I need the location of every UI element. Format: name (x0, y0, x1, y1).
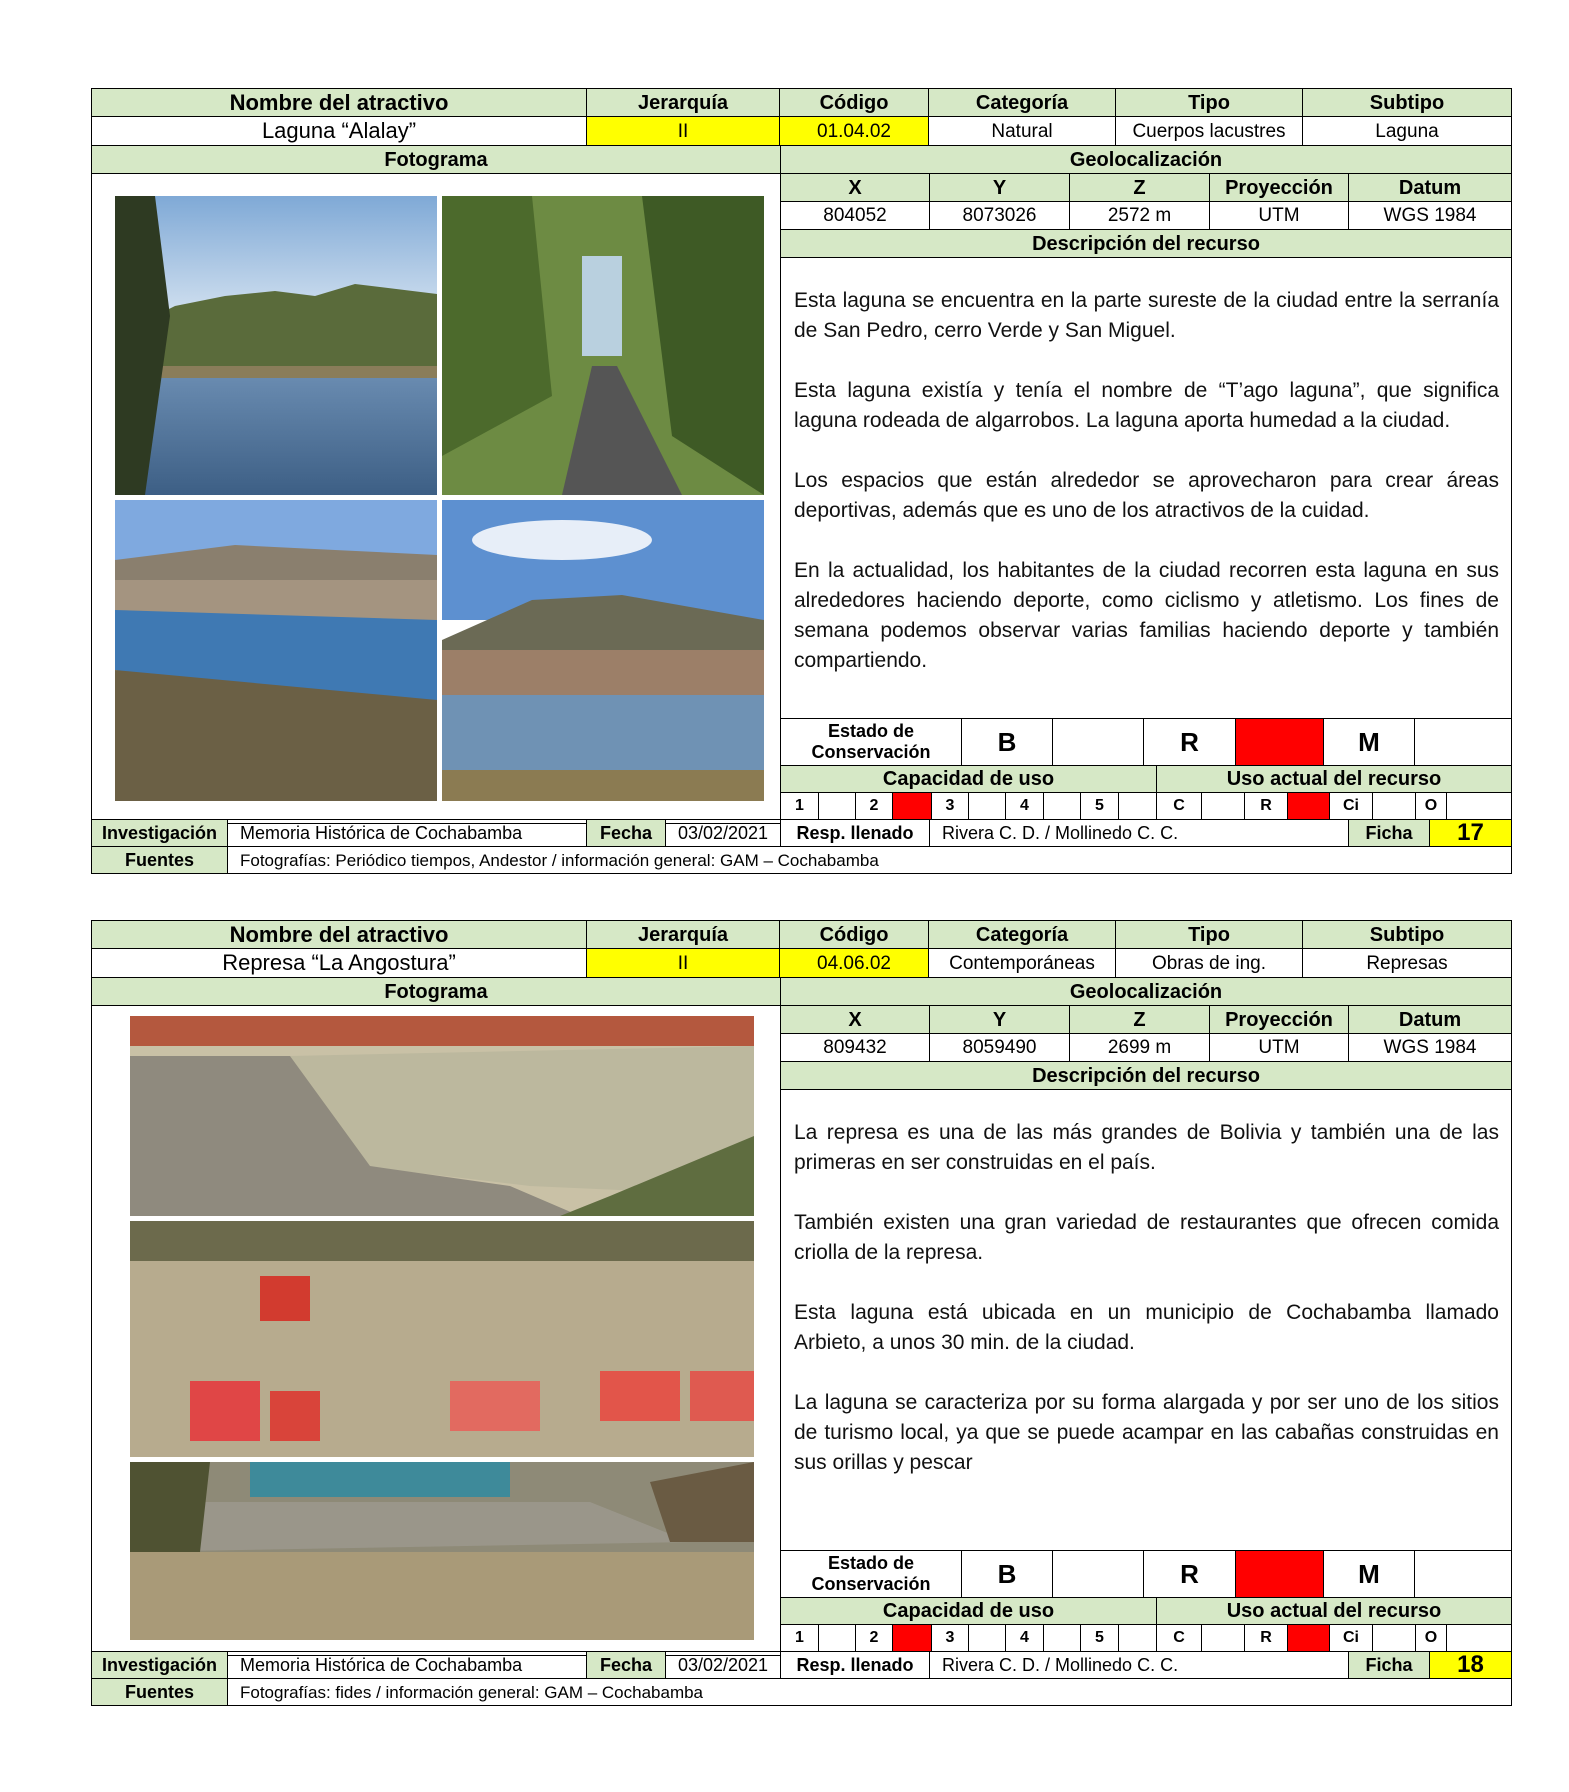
uso-o: O (1415, 1624, 1447, 1652)
cap-1: 1 (780, 1624, 819, 1652)
categoria-value: Contemporáneas (928, 948, 1116, 978)
jerarquia-header: Jerarquía (586, 88, 780, 117)
nombre-value: Laguna “Alalay” (91, 116, 587, 146)
ficha-label: Ficha (1348, 1651, 1430, 1679)
geolocalizacion-header: Geolocalización (780, 145, 1512, 174)
ficha-number: 18 (1429, 1651, 1512, 1679)
resp-label: Resp. llenado (780, 1651, 930, 1679)
photo-lake-reflection (115, 196, 437, 495)
uso-ci: Ci (1329, 1624, 1373, 1652)
uso-ci-mark (1372, 1624, 1416, 1652)
uso-actual-header: Uso actual del recurso (1156, 765, 1512, 793)
categoria-header: Categoría (928, 920, 1116, 949)
y-header: Y (929, 173, 1070, 202)
photo-reservoir-shore (130, 1016, 754, 1216)
jerarquia-header: Jerarquía (586, 920, 780, 949)
resp-value: Rivera C. D. / Mollinedo C. C. (929, 819, 1349, 847)
nombre-header: Nombre del atractivo (91, 920, 587, 949)
estado-b: B (961, 1550, 1053, 1598)
estado-b: B (961, 718, 1053, 766)
uso-r-mark (1287, 1624, 1330, 1652)
capacidad-header: Capacidad de uso (780, 1597, 1157, 1625)
fotograma-header: Fotograma (91, 977, 781, 1006)
cap-2-mark (892, 1624, 932, 1652)
geolocalizacion-header: Geolocalización (780, 977, 1512, 1006)
nombre-header: Nombre del atractivo (91, 88, 587, 117)
descripcion-paragraph: Los espacios que están alrededor se aprovecharon para crear áreas deportivas, además que es uno de los atractivos de la cuidad. (794, 469, 1499, 523)
y-value: 8073026 (929, 201, 1070, 230)
descripcion-header: Descripción del recurso (780, 229, 1512, 258)
uso-o-mark (1446, 1624, 1512, 1652)
fecha-label: Fecha (586, 819, 666, 847)
descripcion-paragraph: Esta laguna se encuentra en la parte sureste de la ciudad entre la serranía de San Pedro, cerro Verde y San Miguel. (794, 289, 1499, 343)
z-value: 2699 m (1069, 1033, 1210, 1062)
cap-2: 2 (855, 1624, 893, 1652)
cap-3: 3 (931, 792, 969, 820)
cap-5-mark (1118, 1624, 1157, 1652)
datum-value: WGS 1984 (1348, 201, 1512, 230)
estado-m-mark (1414, 1550, 1512, 1598)
cap-5-mark (1118, 792, 1157, 820)
descripcion-header: Descripción del recurso (780, 1061, 1512, 1090)
cap-3-mark (968, 792, 1006, 820)
photo-dam-spillway (130, 1462, 754, 1640)
cap-1: 1 (780, 792, 819, 820)
cap-2: 2 (855, 792, 893, 820)
estado-m: M (1323, 718, 1415, 766)
investigacion-value: Memoria Histórica de Cochabamba (227, 1651, 587, 1679)
cap-3-mark (968, 1624, 1006, 1652)
fuentes-value: Fotografías: Periódico tiempos, Andestor / información general: GAM – Cochabamba (227, 846, 1512, 874)
fecha-value: 03/02/2021 (665, 819, 781, 847)
descripcion-paragraph: También existen una gran variedad de restaurantes que ofrecen comida criolla de la represa. (794, 1211, 1499, 1265)
photo-boats-restaurants (130, 1221, 754, 1457)
uso-o-mark (1446, 792, 1512, 820)
descripcion-paragraph: La laguna se caracteriza por su forma alargada y por ser uno de los sitios de turismo local, ya que se puede acampar en las cabañas construidas en sus orillas y pescar (794, 1391, 1499, 1475)
codigo-header: Código (779, 88, 929, 117)
y-header: Y (929, 1005, 1070, 1034)
tipo-value: Cuerpos lacustres (1115, 116, 1303, 146)
y-value: 8059490 (929, 1033, 1070, 1062)
categoria-header: Categoría (928, 88, 1116, 117)
x-header: X (780, 173, 930, 202)
investigacion-value: Memoria Histórica de Cochabamba (227, 819, 587, 847)
subtipo-header: Subtipo (1302, 920, 1512, 949)
cap-2-mark (892, 792, 932, 820)
estado-r-mark (1235, 718, 1324, 766)
photo-lake-city (115, 500, 437, 801)
ficha-label: Ficha (1348, 819, 1430, 847)
fotograma-header: Fotograma (91, 145, 781, 174)
codigo-value: 04.06.02 (779, 948, 929, 978)
uso-ci-mark (1372, 792, 1416, 820)
ficha-number: 17 (1429, 819, 1512, 847)
uso-r: R (1244, 792, 1288, 820)
uso-actual-header: Uso actual del recurso (1156, 1597, 1512, 1625)
subtipo-value: Laguna (1302, 116, 1512, 146)
photo-lake-mountains (442, 500, 764, 801)
cap-5: 5 (1080, 792, 1119, 820)
cap-4: 4 (1005, 1624, 1044, 1652)
fuentes-value: Fotografías: fides / información general: GAM – Cochabamba (227, 1678, 1512, 1706)
uso-ci: Ci (1329, 792, 1373, 820)
photo-tree-path (442, 196, 764, 495)
investigacion-label: Investigación (91, 819, 228, 847)
estado-m-mark (1414, 718, 1512, 766)
fuentes-label: Fuentes (91, 1678, 228, 1706)
fecha-label: Fecha (586, 1651, 666, 1679)
nombre-value: Represa “La Angostura” (91, 948, 587, 978)
estado-b-mark (1052, 1550, 1144, 1598)
estado-r: R (1143, 718, 1236, 766)
capacidad-header: Capacidad de uso (780, 765, 1157, 793)
descripcion-paragraph: Esta laguna existía y tenía el nombre de “T’ago laguna”, que significa laguna rodeada de algarrobos. La laguna aporta humedad a la ciudad. (794, 379, 1499, 433)
resp-label: Resp. llenado (780, 819, 930, 847)
subtipo-header: Subtipo (1302, 88, 1512, 117)
estado-label: Estado de Conservación (780, 718, 962, 766)
cap-3: 3 (931, 1624, 969, 1652)
ficha-18 (0, 920, 1569, 1792)
descripcion-paragraph: En la actualidad, los habitantes de la ciudad recorren esta laguna en sus alrededores haciendo deporte, como ciclismo y atletismo. Los fines de semana podemos observar varias familias haciendo deporte y también compartiendo. (794, 559, 1499, 673)
descripcion-paragraph: La represa es una de las más grandes de Bolivia y también una de las primeras en ser construidas en el país. (794, 1121, 1499, 1175)
estado-r: R (1143, 1550, 1236, 1598)
tipo-header: Tipo (1115, 920, 1303, 949)
z-header: Z (1069, 1005, 1210, 1034)
uso-c: C (1156, 1624, 1202, 1652)
codigo-value: 01.04.02 (779, 116, 929, 146)
fuentes-label: Fuentes (91, 846, 228, 874)
uso-o: O (1415, 792, 1447, 820)
tipo-header: Tipo (1115, 88, 1303, 117)
descripcion-text (780, 257, 1512, 719)
cap-5: 5 (1080, 1624, 1119, 1652)
uso-c: C (1156, 792, 1202, 820)
tipo-value: Obras de ing. (1115, 948, 1303, 978)
x-value: 804052 (780, 201, 930, 230)
estado-m: M (1323, 1550, 1415, 1598)
fotograma-area (91, 1005, 781, 1656)
cap-1-mark (818, 792, 856, 820)
cap-4-mark (1043, 1624, 1081, 1652)
proyeccion-value: UTM (1209, 1033, 1349, 1062)
z-header: Z (1069, 173, 1210, 202)
investigacion-label: Investigación (91, 1651, 228, 1679)
estado-b-mark (1052, 718, 1144, 766)
fecha-value: 03/02/2021 (665, 1651, 781, 1679)
estado-r-mark (1235, 1550, 1324, 1598)
x-header: X (780, 1005, 930, 1034)
fotograma-area (91, 173, 781, 824)
z-value: 2572 m (1069, 201, 1210, 230)
x-value: 809432 (780, 1033, 930, 1062)
proyeccion-header: Proyección (1209, 1005, 1349, 1034)
datum-header: Datum (1348, 1005, 1512, 1034)
descripcion-paragraph: Esta laguna está ubicada en un municipio de Cochabamba llamado Arbieto, a unos 30 min. de la ciudad. (794, 1301, 1499, 1355)
codigo-header: Código (779, 920, 929, 949)
uso-r: R (1244, 1624, 1288, 1652)
jerarquia-value: II (586, 948, 780, 978)
uso-c-mark (1201, 792, 1245, 820)
categoria-value: Natural (928, 116, 1116, 146)
descripcion-text (780, 1089, 1512, 1551)
uso-r-mark (1287, 792, 1330, 820)
cap-4-mark (1043, 792, 1081, 820)
proyeccion-header: Proyección (1209, 173, 1349, 202)
estado-label: Estado de Conservación (780, 1550, 962, 1598)
cap-1-mark (818, 1624, 856, 1652)
subtipo-value: Represas (1302, 948, 1512, 978)
uso-c-mark (1201, 1624, 1245, 1652)
proyeccion-value: UTM (1209, 201, 1349, 230)
datum-header: Datum (1348, 173, 1512, 202)
jerarquia-value: II (586, 116, 780, 146)
cap-4: 4 (1005, 792, 1044, 820)
datum-value: WGS 1984 (1348, 1033, 1512, 1062)
resp-value: Rivera C. D. / Mollinedo C. C. (929, 1651, 1349, 1679)
